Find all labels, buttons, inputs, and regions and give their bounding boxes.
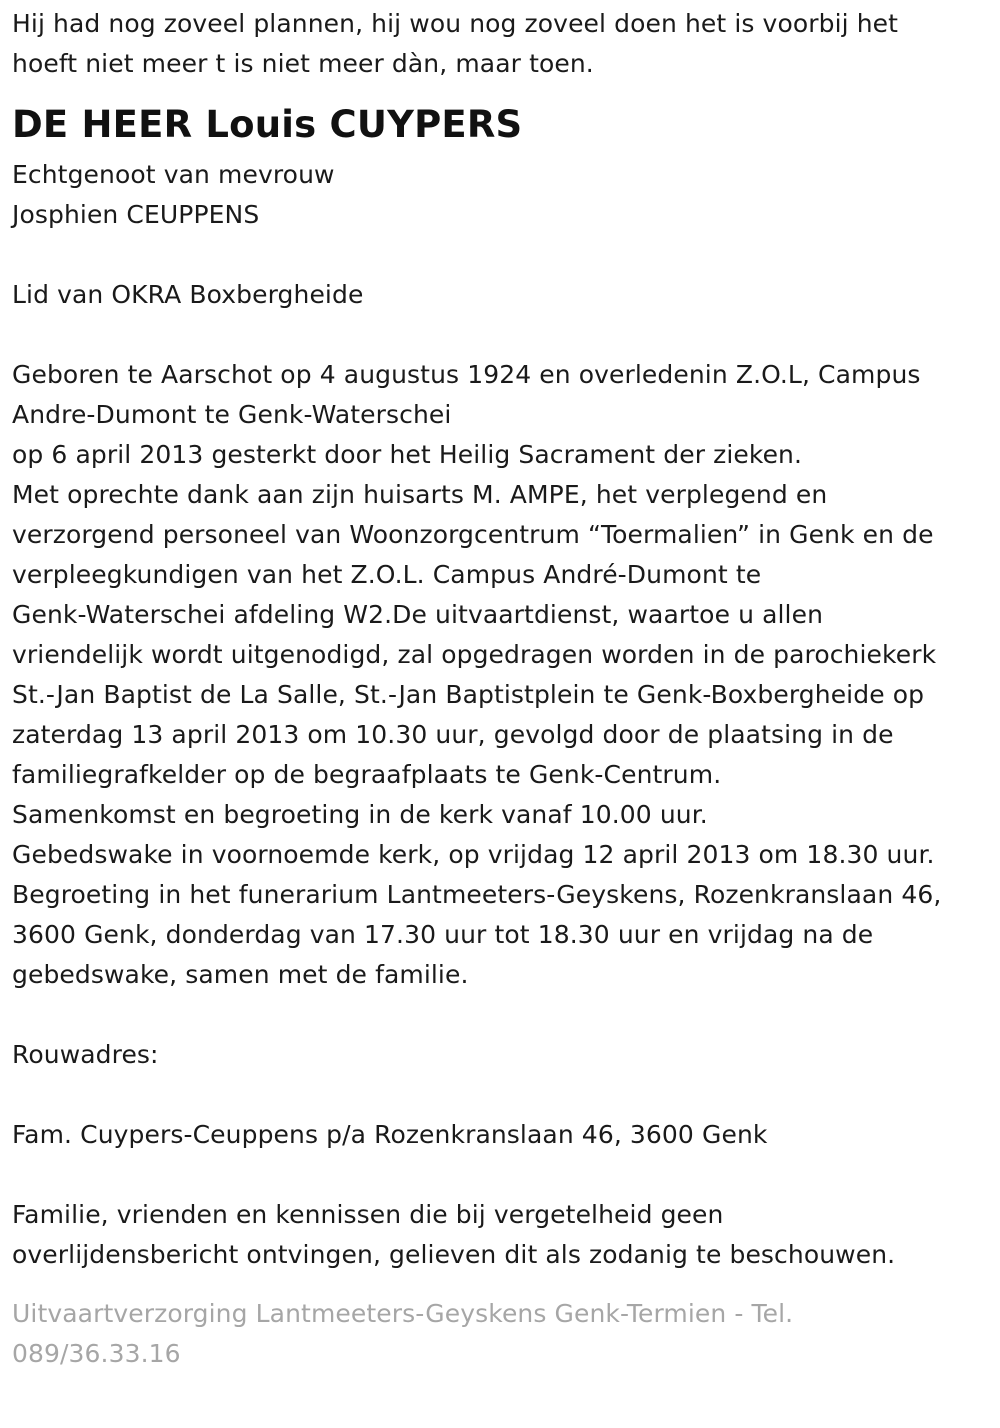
body-line: Andre-Dumont te Genk-Waterschei: [12, 400, 452, 429]
obituary-document: [0, 4, 1000, 1374]
spacer: [12, 315, 988, 355]
notice-line: Familie, vrienden en kennissen die bij vergetelheid geen: [12, 1200, 724, 1229]
body-line: St.-Jan Baptist de La Salle, St.-Jan Baptistplein te Genk-Boxbergheide op: [12, 680, 925, 709]
spacer: [12, 235, 988, 275]
spacer: [12, 1155, 988, 1195]
deceased-name: DE HEER Louis CUYPERS: [12, 103, 523, 146]
main-text: [12, 355, 988, 995]
footer-line: 089/36.33.16: [12, 1339, 181, 1368]
body-line: verpleegkundigen van het Z.O.L. Campus André-Dumont te: [12, 560, 762, 589]
body-line: op 6 april 2013 gesterkt door het Heilig Sacrament der zieken.: [12, 440, 803, 469]
quote-line: Hij had nog zoveel plannen, hij wou nog zoveel doen het is voorbij het: [12, 9, 899, 38]
spouse-line: Josphien CEUPPENS: [12, 200, 260, 229]
body-line: Gebedswake in voornoemde kerk, op vrijdag 12 april 2013 om 18.30 uur.: [12, 840, 935, 869]
body-line: Samenkomst en begroeting in de kerk vanaf 10.00 uur.: [12, 800, 708, 829]
body-line: zaterdag 13 april 2013 om 10.30 uur, gevolgd door de plaatsing in de: [12, 720, 894, 749]
body-line: Geboren te Aarschot op 4 augustus 1924 en overledenin Z.O.L, Campus: [12, 360, 921, 389]
body-line: Genk-Waterschei afdeling W2.De uitvaartdienst, waartoe u allen: [12, 600, 824, 629]
spacer: [12, 995, 988, 1035]
membership-line: Lid van OKRA Boxbergheide: [12, 280, 364, 309]
opening-quote: [12, 4, 988, 84]
body-line: 3600 Genk, donderdag van 17.30 uur tot 18.30 uur en vrijdag na de: [12, 920, 874, 949]
spouse-line: Echtgenoot van mevrouw: [12, 160, 335, 189]
footer-line: Uitvaartverzorging Lantmeeters-Geyskens Genk-Termien - Tel.: [12, 1299, 794, 1328]
quote-line: hoeft niet meer t is niet meer dàn, maar toen.: [12, 49, 594, 78]
body-line: familiegrafkelder op de begraafplaats te Genk-Centrum.: [12, 760, 722, 789]
funeral-home-footer: [12, 1294, 988, 1374]
notice-line: overlijdensbericht ontvingen, gelieven dit als zodanig te beschouwen.: [12, 1240, 896, 1269]
notice-text: [12, 1195, 988, 1275]
body-line: vriendelijk wordt uitgenodigd, zal opgedragen worden in de parochiekerk: [12, 640, 937, 669]
address-label: Rouwadres:: [12, 1040, 159, 1069]
spacer: [12, 1075, 988, 1115]
body-line: Met oprechte dank aan zijn huisarts M. AMPE, het verplegend en: [12, 480, 828, 509]
body-line: Begroeting in het funerarium Lantmeeters-Geyskens, Rozenkranslaan 46,: [12, 880, 942, 909]
address-line: Fam. Cuypers-Ceuppens p/a Rozenkranslaan 46, 3600 Genk: [12, 1120, 768, 1149]
body-line: verzorgend personeel van Woonzorgcentrum “Toermalien” in Genk en de: [12, 520, 934, 549]
spouse-info: [12, 155, 988, 235]
body-line: gebedswake, samen met de familie.: [12, 960, 469, 989]
